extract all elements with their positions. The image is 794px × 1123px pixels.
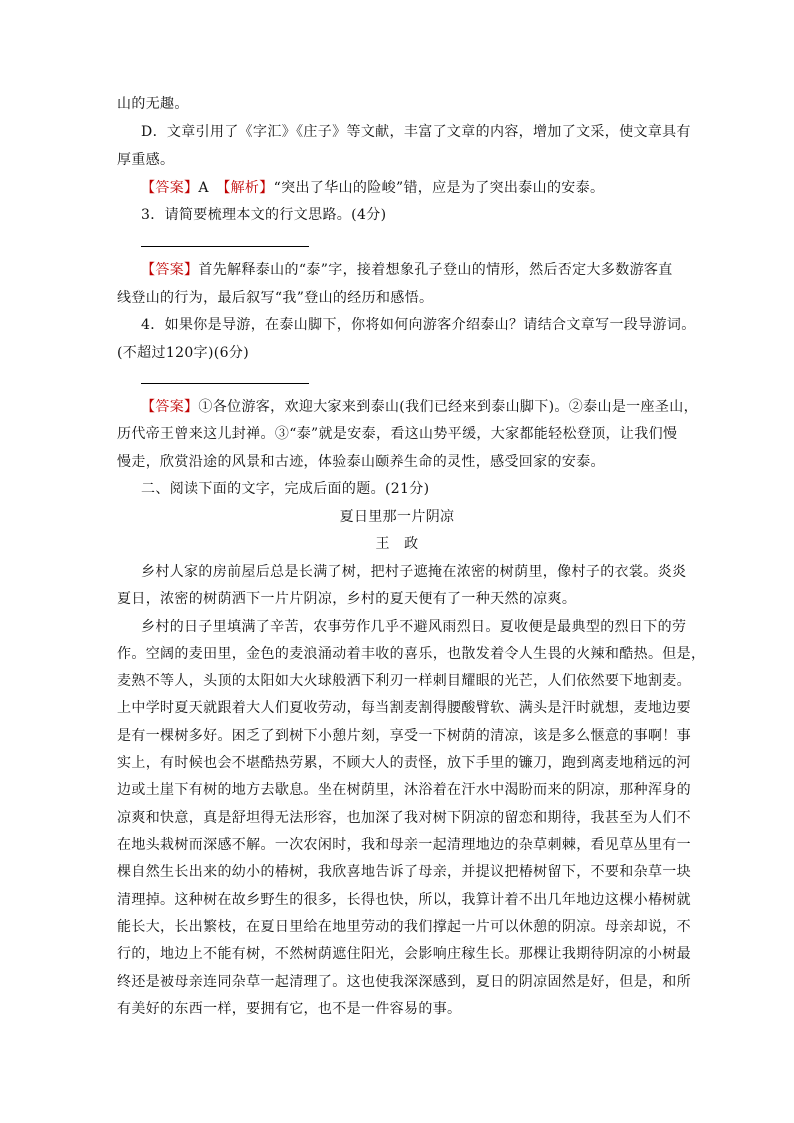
article-line: 有美好的东西一样，要拥有它，也不是一件容易的事。 bbox=[117, 1001, 462, 1017]
article-line: 棵自然生长出来的幼小的椿树，我欣喜地告诉了母亲，并提议把椿树留下，不要和杂草一块 bbox=[117, 864, 691, 880]
analysis-tag: 【解析】 bbox=[223, 180, 274, 196]
section2-heading: 二、阅读下面的文字，完成后面的题。(21分) bbox=[141, 481, 430, 497]
article-line: 在地头栽树而深感不解。一次农闲时，我和母亲一起清理地边的杂草刺棘，看见草丛里有一 bbox=[117, 837, 691, 853]
article-title: 夏日里那一片阴凉 bbox=[339, 509, 455, 525]
q4-question-line2: (不超过120字)(6分) bbox=[117, 345, 250, 361]
article-line: 终还是被母亲连同杂草一起清理了。这也使我深深感到，夏日的阴凉固然是好，但是，和所 bbox=[117, 974, 691, 990]
q2-answer bbox=[141, 174, 677, 202]
q4-answer-line3: 慢走，欣赏沿途的风景和古迹，体验泰山颐养生命的灵性，感受回家的安泰。 bbox=[117, 454, 605, 470]
q3-answer-line2: 线登山的行为，最后叙写“我”登山的经历和感悟。 bbox=[117, 290, 434, 306]
answer-tag: 【答案】 bbox=[141, 180, 199, 196]
article-line: 是有一棵树多好。困乏了到树下小憩片刻，享受一下树荫的清凉，该是多么惬意的事啊！事 bbox=[117, 728, 691, 744]
article-line: 边或土崖下有树的地方去歇息。坐在树荫里，沐浴着在汗水中渴盼而来的阴凉，那种浑身的 bbox=[117, 782, 691, 798]
article-line: 乡村人家的房前屋后总是长满了树，把村子遮掩在浓密的树荫里，像村子的衣裳。炎炎 bbox=[141, 564, 687, 580]
q4-question-line1: 4．如果你是导游，在泰山脚下，你将如何向游客介绍泰山？请结合文章写一段导游词。 bbox=[141, 317, 696, 333]
article-line: 清理掉。这种树在故乡野生的很多，长得也快，所以，我算计着不出几年地边这棵小椿树就 bbox=[117, 892, 691, 908]
article-line: 能长大，长出繁枝，在夏日里给在地里劳动的我们撑起一片可以休憩的阴凉。母亲却说，不 bbox=[117, 919, 691, 935]
q2-analysis-text: “突出了华山的险峻”错，应是为了突出泰山的安泰。 bbox=[273, 180, 605, 196]
q2-option-d-line1: D．文章引用了《字汇》《庄子》等文献，丰富了文章的内容，增加了文采，使文章具有 bbox=[141, 124, 691, 140]
q2-option-c-tail: 山的无趣。 bbox=[117, 96, 189, 112]
q4-answer-line2: 历代帝王曾来这儿封禅。③“泰”就是安泰，看这山势平缓，大家都能轻松登顶，让我们慢 bbox=[117, 426, 678, 442]
q4-answer-line1 bbox=[141, 393, 698, 421]
article-line: 行的，地边上不能有树，不然树荫遮住阳光，会影响庄稼生长。那棵让我期待阴凉的小树最 bbox=[117, 946, 691, 962]
article-line: 上中学时夏天就跟着大人们夏收劳动，每当割麦割得腰酸臂软、满头是汗时就想，麦地边要 bbox=[117, 700, 691, 716]
article-line: 实上，有时候也会不堪酷热劳累，不顾大人的责怪，放下手里的镰刀，跑到离麦地稍远的河 bbox=[117, 755, 691, 771]
answer-tag: 【答案】 bbox=[141, 262, 199, 278]
article-author: 王 政 bbox=[375, 536, 419, 552]
article-line: 凉爽和快意，真是舒坦得无法形容，也加深了我对树下阴凉的留恋和期待，我甚至为人们不 bbox=[117, 810, 691, 826]
q2-answer-value: A bbox=[198, 180, 209, 196]
q3-answer-line1 bbox=[141, 256, 677, 284]
article-line: 作。空阔的麦田里，金色的麦浪涌动着丰收的喜乐，也散发着令人生畏的火辣和酷热。但是， bbox=[117, 646, 706, 662]
q3-answer-text: 首先解释泰山的“泰”字，接着想象孔子登山的情形，然后否定大多数游客直 bbox=[198, 262, 673, 278]
answer-tag: 【答案】 bbox=[141, 399, 199, 415]
q4-answer-blank bbox=[141, 383, 309, 384]
q2-option-d-line2: 厚重感。 bbox=[117, 152, 175, 168]
q4-answer-text: ①各位游客，欢迎大家来到泰山(我们已经来到泰山脚下)。②泰山是一座圣山， bbox=[198, 399, 698, 415]
q3-answer-blank bbox=[141, 246, 309, 247]
article-line: 夏日，浓密的树荫洒下一片片阴凉，乡村的夏天便有了一种天然的凉爽。 bbox=[117, 591, 577, 607]
article-line: 乡村的日子里填满了辛苦，农事劳作几乎不避风雨烈日。夏收便是最典型的烈日下的劳 bbox=[141, 619, 687, 635]
article-line: 麦熟不等人，头顶的太阳如大火球般洒下利刃一样刺目耀眼的光芒，人们依然要下地割麦。 bbox=[117, 673, 691, 689]
q3-question: 3．请简要梳理本文的行文思路。(4分) bbox=[141, 207, 387, 223]
